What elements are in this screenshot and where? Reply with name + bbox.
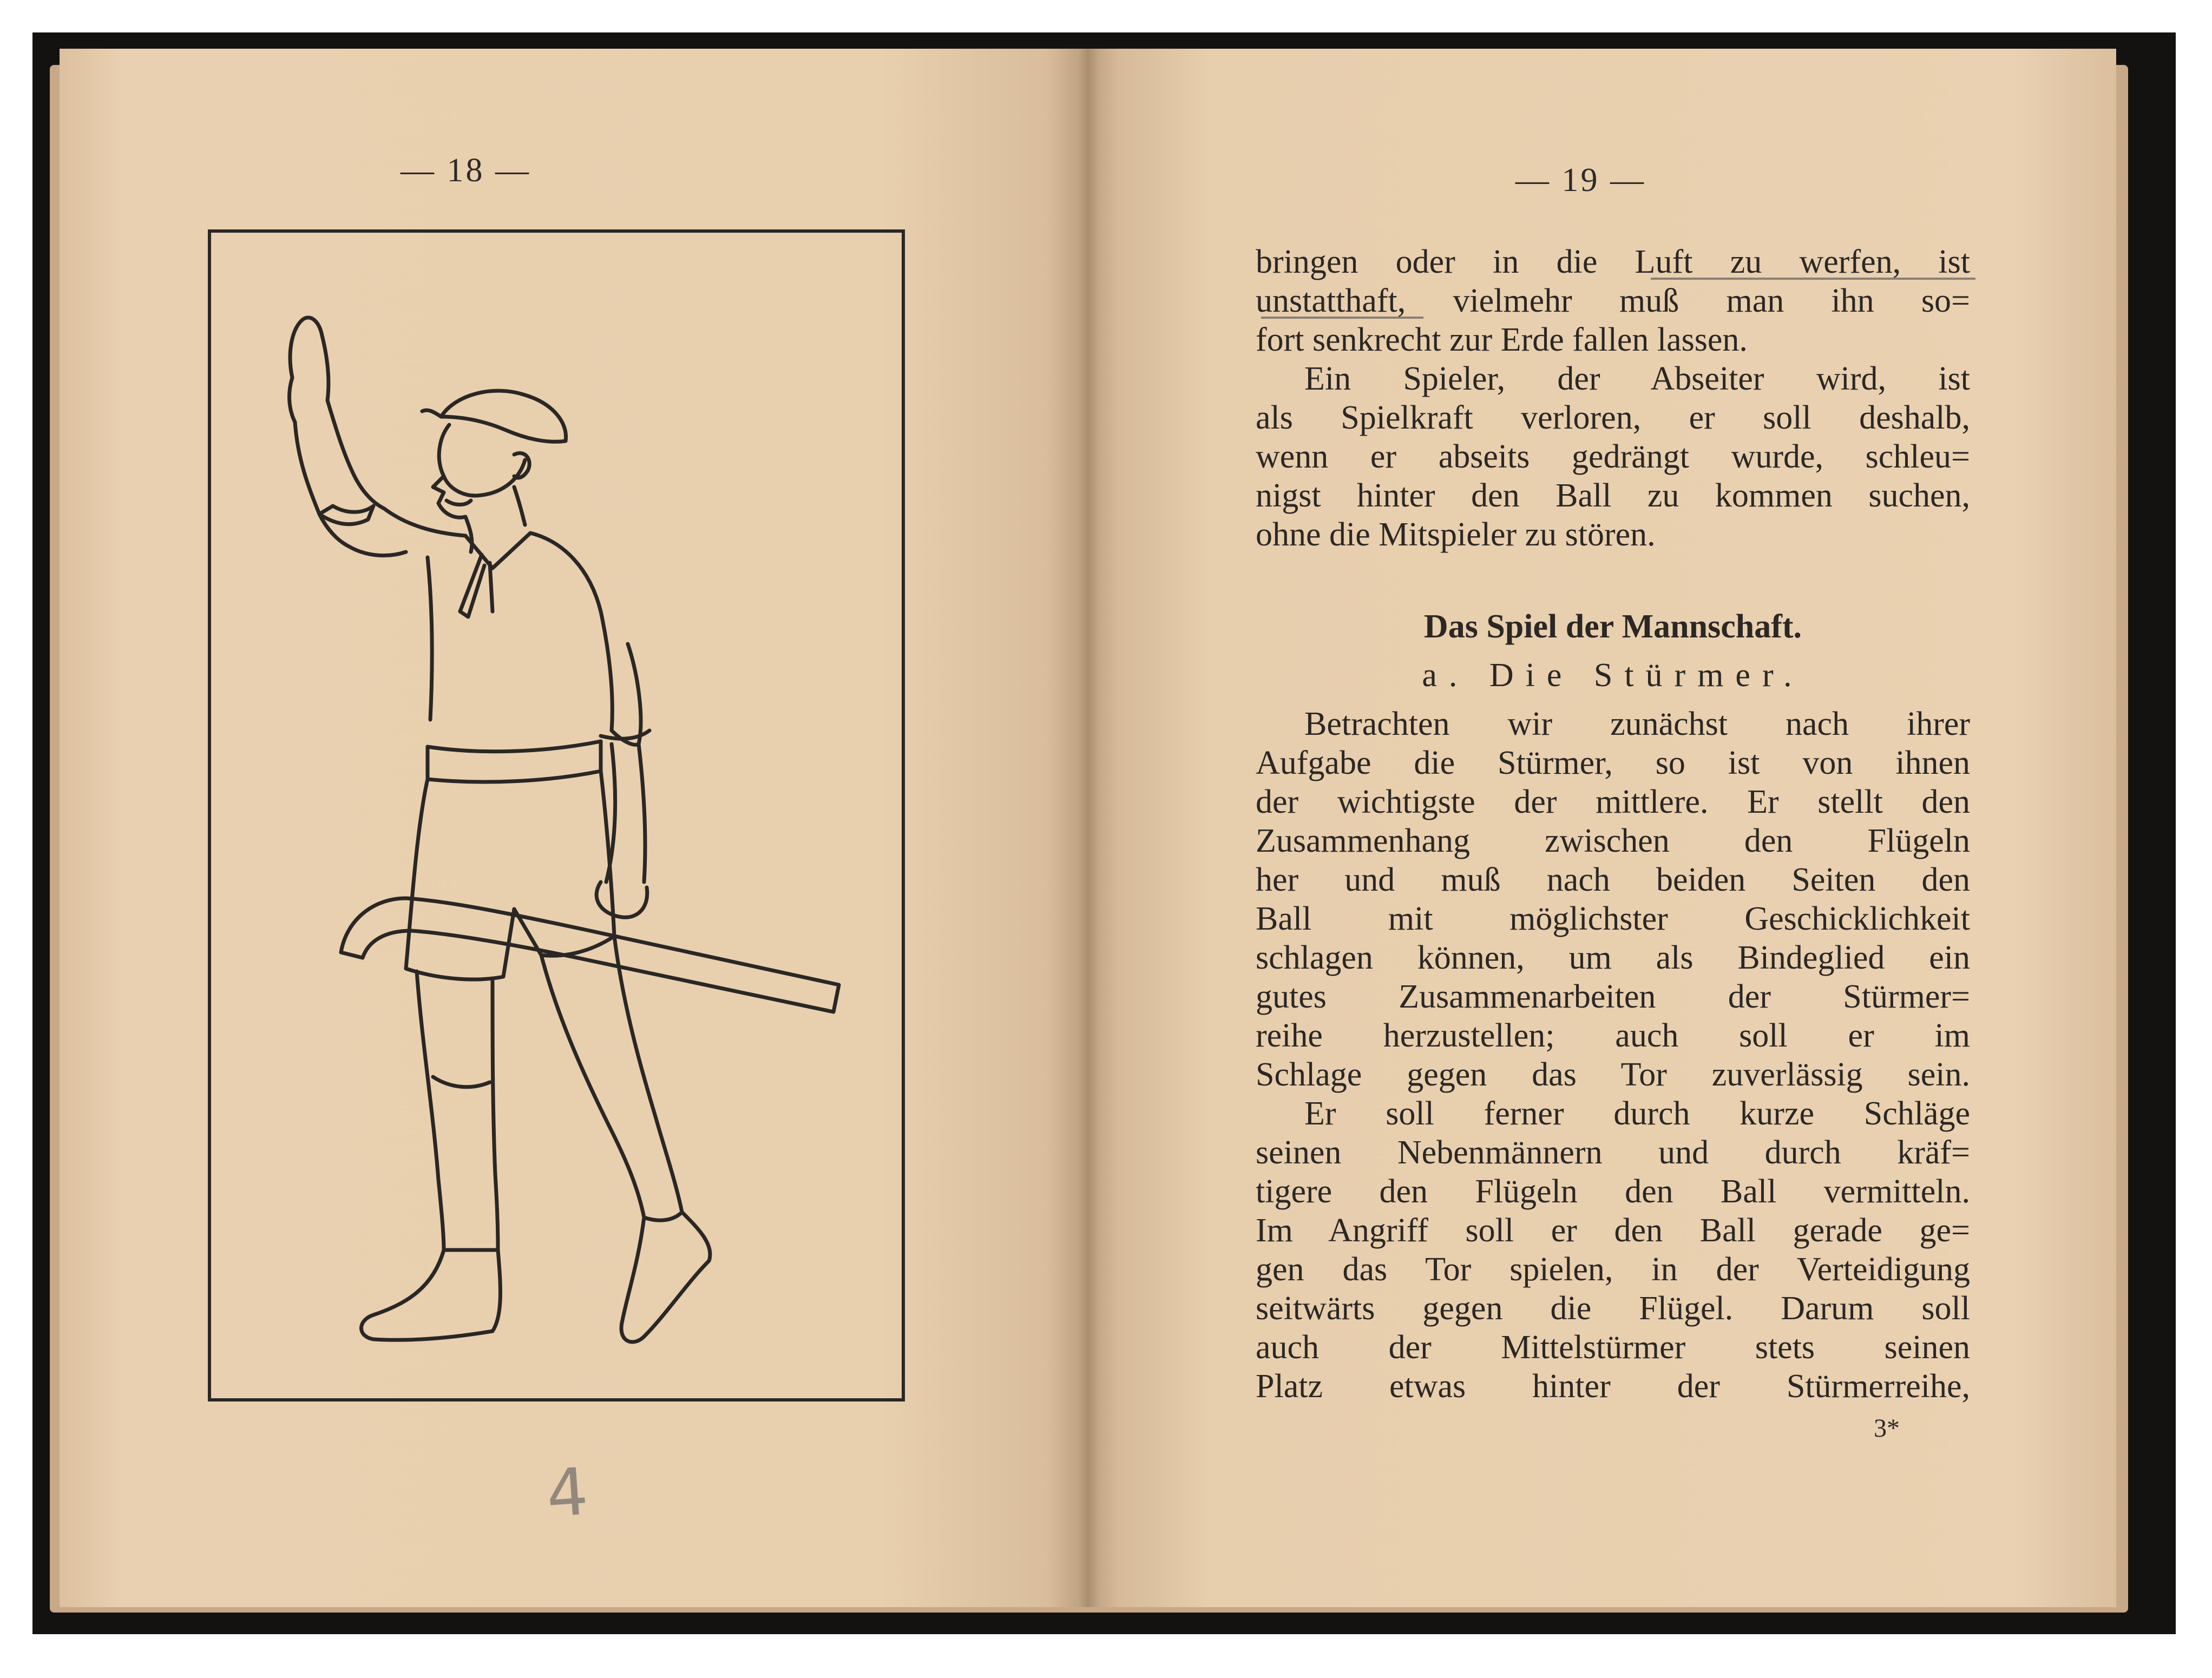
text-line: Aufgabe die Stürmer, so ist von ihnen [1256,745,1970,781]
page-number-right: — 19 — [1515,162,1646,199]
hockey-player-drawing [211,233,902,1398]
page-number-left: — 18 — [401,152,531,189]
text-line: Schlage gegen das Tor zuverlässig sein. [1256,1056,1970,1093]
text-line: reihe herzustellen; auch soll er im [1256,1017,1970,1054]
text-line: auch der Mittelstürmer stets seinen [1256,1329,1970,1366]
pencil-mark: 4 [544,1454,591,1532]
signature-mark: 3* [1874,1414,1900,1443]
text-block-stuermer [1256,705,1970,1406]
text-line: Er soll ferner durch kurze Schläge [1304,1095,1970,1132]
text-line: Ball mit möglichster Geschicklichkeit [1256,900,1970,937]
text-line: gutes Zusammenarbeiten der Stürmer= [1256,978,1970,1015]
text-line: tigere den Flügeln den Ball vermitteln. [1256,1173,1970,1210]
text-line: nigst hinter den Ball zu kommen suchen, [1256,477,1970,514]
text-line: Zusammenhang zwischen den Flügeln [1256,822,1970,859]
text-block-continuation [1256,242,1970,554]
text-line: her und muß nach beiden Seiten den [1256,861,1970,898]
text-line: Platz etwas hinter der Stürmerreihe, [1256,1368,1970,1405]
text-line: bringen oder in die Luft zu werfen, ist [1256,244,1970,280]
text-line: ohne die Mitspieler zu stören. [1256,516,1656,553]
text-line: der wichtigste der mittlere. Er stellt den [1256,784,1970,820]
section-heading: Das Spiel der Mannschaft. [1423,608,1802,645]
text-line: als Spielkraft verloren, er soll deshalb, [1256,399,1970,436]
text-line: Betrachten wir zunächst nach ihrer [1304,706,1970,742]
text-line: fort senkrecht zur Erde fallen lassen. [1256,321,1748,358]
player-illustration [208,229,905,1401]
text-line: Ein Spieler, der Abseiter wird, ist [1304,360,1970,397]
text-line: gen das Tor spielen, in der Verteidigung [1256,1251,1970,1288]
text-line: seitwärts gegen die Flügel. Darum soll [1256,1290,1970,1327]
section-subheading: a. Die Stürmer. [1422,657,1804,694]
text-line: Im Angriff soll er den Ball gerade ge= [1256,1212,1970,1249]
text-line: wenn er abseits gedrängt wurde, schleu= [1256,438,1970,475]
text-line: schlagen können, um als Bindeglied ein [1256,939,1970,976]
text-line: seinen Nebenmännern und durch kräf= [1256,1134,1970,1171]
book-gutter [1077,49,1099,1607]
pencil-underline [1261,317,1423,319]
text-line: unstatthaft, vielmehr muß man ihn so= [1256,282,1970,319]
pencil-underline [1651,278,1975,280]
